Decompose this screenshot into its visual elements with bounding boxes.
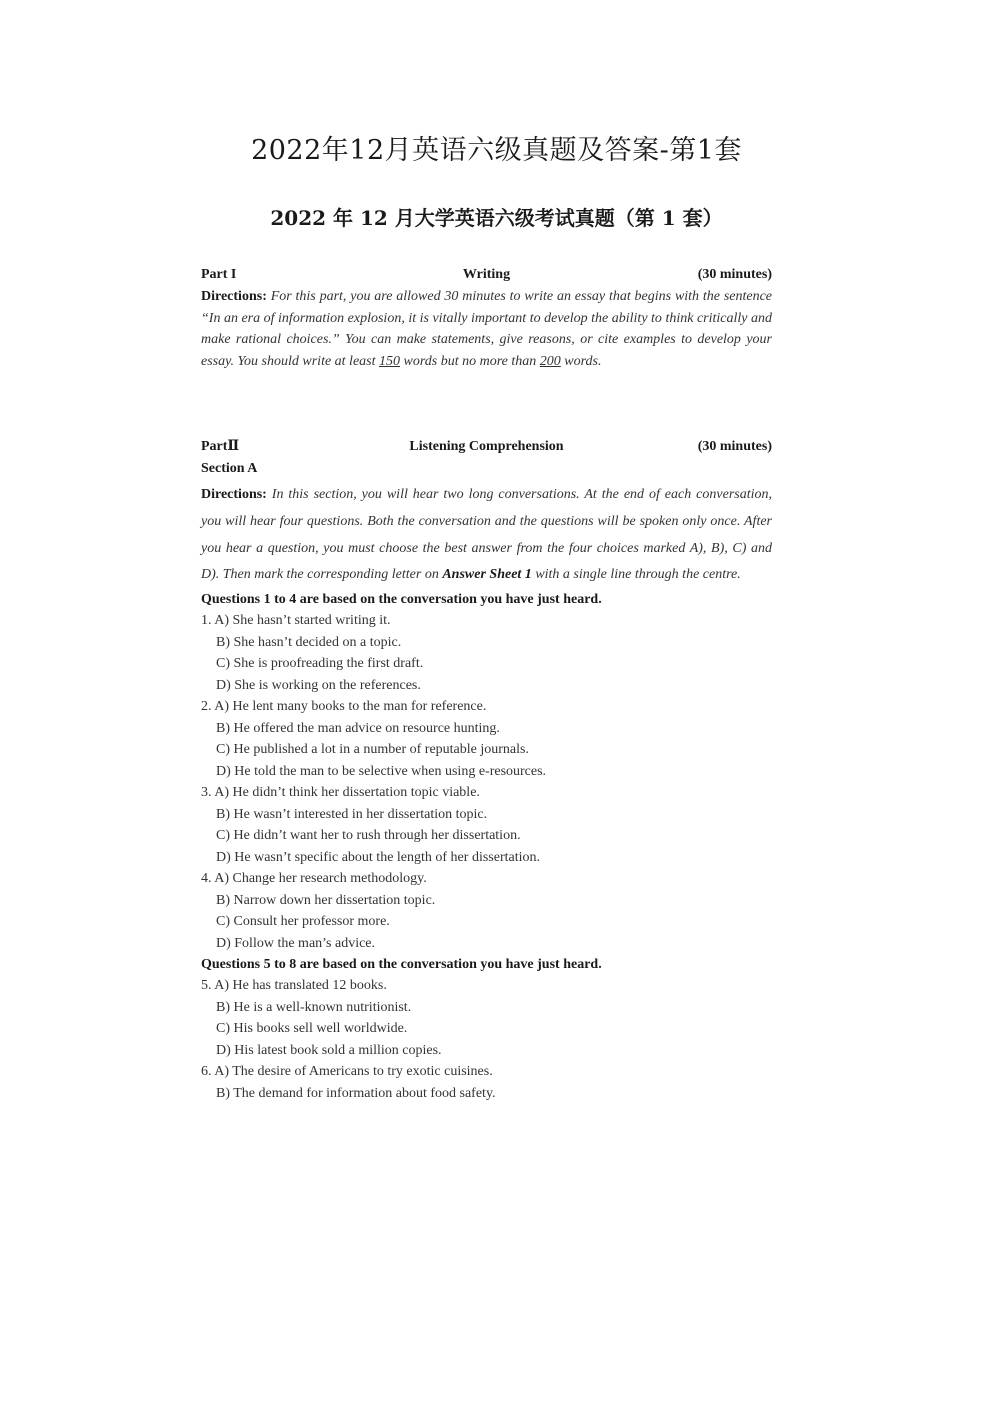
q1-option-c: C) She is proofreading the first draft.	[216, 656, 424, 672]
part2-block	[201, 437, 772, 1104]
section-a-label: Section A	[201, 461, 258, 476]
q4-option-c: C) Consult her professor more.	[216, 914, 390, 930]
part2-directions	[201, 482, 772, 589]
part1-directions-text-c: words.	[560, 353, 602, 369]
q2-option-b: B) He offered the man advice on resource hunting.	[216, 720, 500, 736]
q4-option-a: 4. A) Change her research methodology.	[201, 871, 427, 887]
part2-label: PartⅡ	[201, 439, 240, 454]
part2-header	[201, 437, 772, 457]
document-title: 2022年12月英语六级真题及答案-第1套	[251, 135, 742, 166]
group1-heading: Questions 1 to 4 are based on the conversation you have just heard.	[201, 592, 602, 608]
q3-option-c: C) He didn’t want her to rush through her dissertation.	[216, 828, 521, 844]
part2-directions-label: Directions:	[201, 487, 267, 502]
part2-time: (30 minutes)	[697, 439, 772, 454]
q2-option-d: D) He told the man to be selective when using e-resources.	[216, 763, 547, 779]
part1-directions-text: For this part, you are allowed 30 minutes to write an essay that begins with the sentence “In an era of information explosion, it is vitally important to develop the ability to think critically and make rational choices.” You can make statements, give reasons, or cite examples to develop your essay. You should write at least	[201, 289, 773, 369]
part2-name: Listening Comprehension	[409, 439, 564, 454]
q5-option-c: C) His books sell well worldwide.	[216, 1021, 408, 1037]
part1-block	[201, 265, 772, 372]
part1-label: Part I	[201, 267, 237, 282]
part1-directions: Directions: For this part, you are allowed 30 minutes to write an essay that begins with the sentence “In an era of information explosion, it is vitally important to develop the ability to think critically and make rational choices.” You can make statements, give reasons, or cite examples to develop your essay. You should write at least 150 words but no more than 200 words.	[201, 289, 773, 369]
answer-sheet-label: Answer Sheet 1	[442, 567, 532, 583]
q1-option-b: B) She hasn’t decided on a topic.	[216, 634, 402, 650]
q5-option-a: 5. A) He has translated 12 books.	[201, 978, 387, 994]
q4-option-b: B) Narrow down her dissertation topic.	[216, 892, 436, 908]
part2-directions-text-b: with a single line through the centre.	[531, 567, 741, 583]
group2-heading: Questions 5 to 8 are based on the conversation you have just heard.	[201, 957, 602, 973]
part1-name: Writing	[462, 267, 511, 282]
q2-option-a: 2. A) He lent many books to the man for reference.	[201, 699, 487, 715]
q1-option-d: D) She is working on the references.	[216, 677, 421, 693]
part1-header	[201, 265, 772, 285]
q6-option-a: 6. A) The desire of Americans to try exotic cuisines.	[201, 1064, 493, 1080]
q3-option-b: B) He wasn’t interested in her dissertation topic.	[216, 806, 488, 822]
q2-option-c: C) He published a lot in a number of reputable journals.	[216, 742, 529, 758]
max-words: 200	[539, 353, 561, 369]
q5-option-d: D) His latest book sold a million copies.	[216, 1042, 442, 1058]
part1-directions-text-b: words but no more than	[400, 353, 540, 369]
q5-option-b: B) He is a well-known nutritionist.	[216, 999, 412, 1015]
q3-option-a: 3. A) He didn’t think her dissertation topic viable.	[201, 785, 480, 801]
part2-directions-text: In this section, you will hear two long conversations. At the end of each conversation, you will hear four questions. Both the conversation and the questions will be spoken only once. After you hear a question, you must choose the best answer from the four choices marked A), B), C) and D). Then mark the corresponding letter on	[201, 487, 773, 583]
min-words: 150	[379, 353, 401, 369]
q1-option-a: 1. A) She hasn’t started writing it.	[201, 613, 391, 629]
q6-option-b: B) The demand for information about food safety.	[216, 1085, 496, 1101]
part1-directions-label: Directions	[201, 289, 263, 304]
q3-option-d: D) He wasn’t specific about the length of her dissertation.	[216, 849, 540, 865]
part1-time: (30 minutes)	[697, 267, 772, 282]
q4-option-d: D) Follow the man’s advice.	[216, 935, 376, 951]
exam-title: 2022 年 12 月大学英语六级考试真题（第 1 套）	[270, 206, 723, 230]
